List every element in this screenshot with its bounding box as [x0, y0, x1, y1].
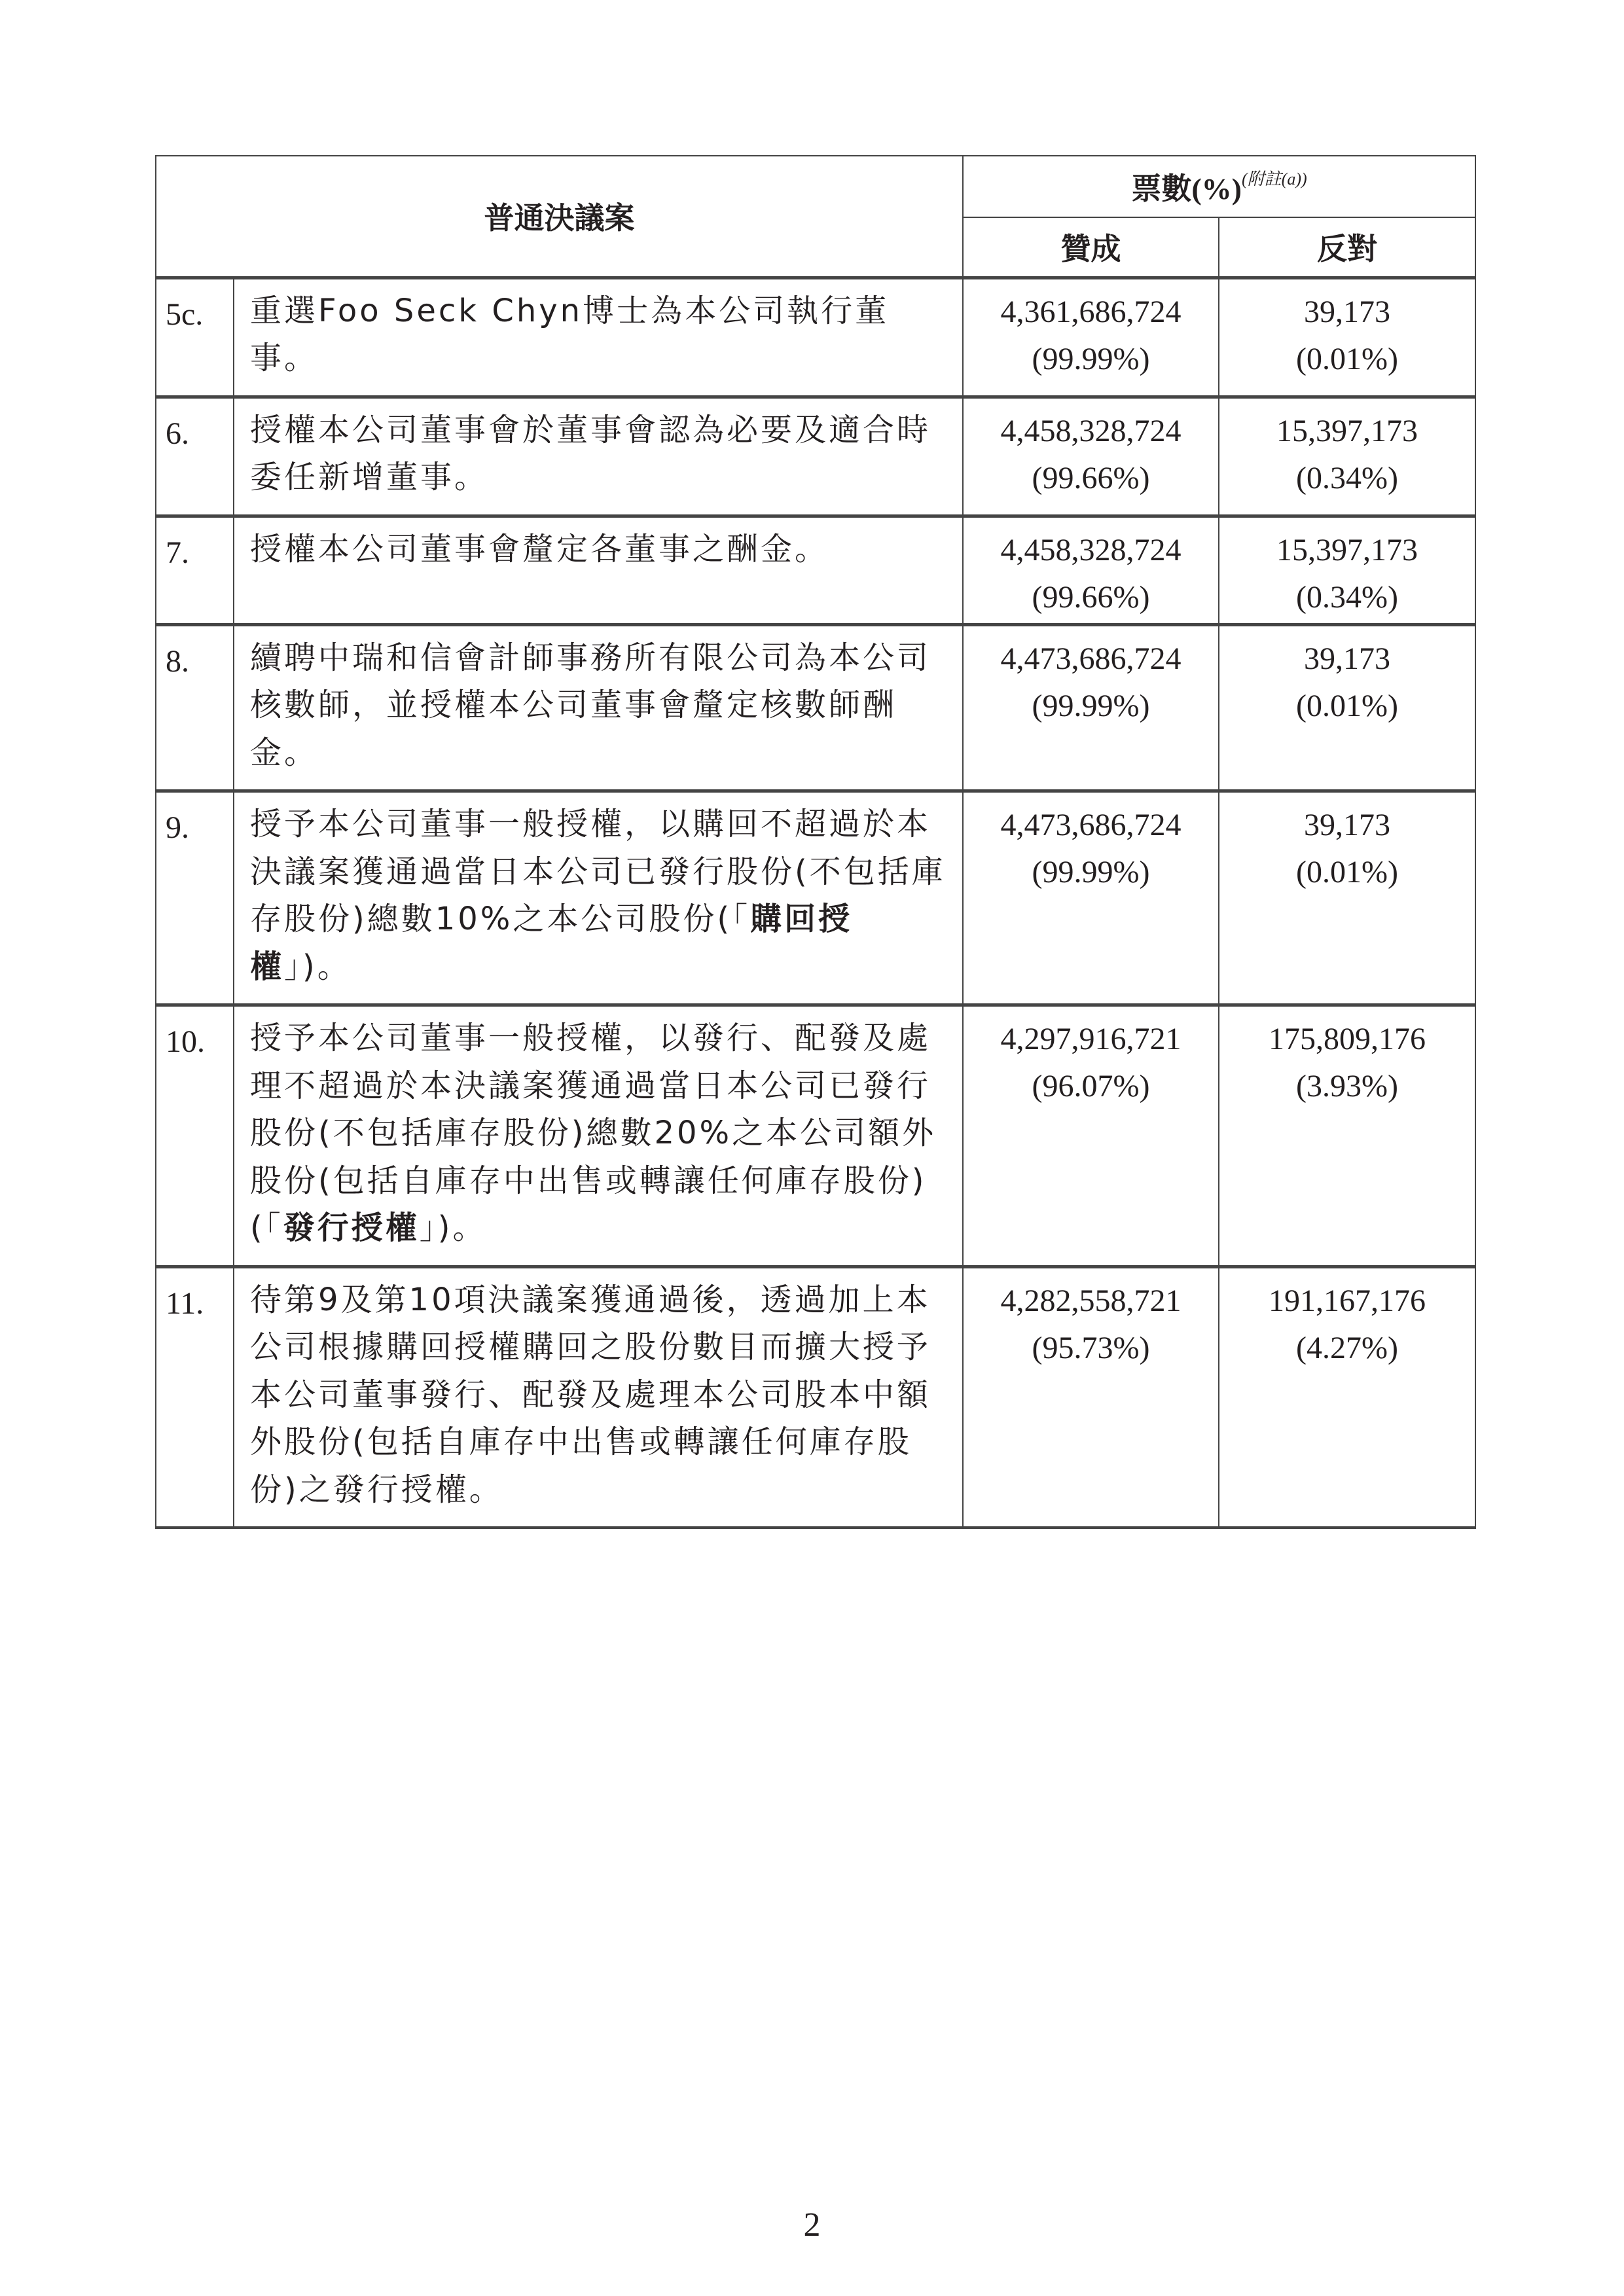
table-row [156, 1266, 1475, 1528]
against-pct: (0.01%) [1296, 341, 1398, 376]
for-votes: 4,458,328,724 [1000, 413, 1182, 448]
header-for: 贊成 [963, 217, 1219, 278]
for-cell [963, 397, 1219, 516]
for-votes: 4,458,328,724 [1000, 532, 1182, 567]
resolution-number: 9. [156, 791, 234, 1005]
resolution-number: 6. [156, 397, 234, 516]
for-cell [963, 1005, 1219, 1267]
for-pct: (95.73%) [1032, 1330, 1150, 1365]
resolution-text: 待第9及第10項決議案獲通過後，透過加上本公司根據購回授權購回之股份數目而擴大授予本公司董事發行、配發及處理本公司股本中額外股份(包括自庫存中出售或轉讓任何庫存股份)之發行授權。 [234, 1266, 963, 1528]
against-votes: 15,397,173 [1276, 413, 1418, 448]
against-cell [1219, 516, 1475, 624]
resolution-number: 11. [156, 1266, 234, 1528]
resolution-text: 授權本公司董事會於董事會認為必要及適合時委任新增董事。 [234, 397, 963, 516]
against-pct: (0.34%) [1296, 579, 1398, 615]
for-cell [963, 624, 1219, 791]
against-cell [1219, 1266, 1475, 1528]
for-pct: (96.07%) [1032, 1069, 1150, 1103]
header-ordinary-resolutions: 普通決議案 [156, 156, 963, 278]
page-number: 2 [803, 2206, 821, 2244]
defined-term-issue-mandate: 發行授權 [283, 1210, 420, 1246]
votes-note: (附註(a)) [1242, 170, 1307, 188]
for-pct: (99.66%) [1032, 460, 1150, 495]
against-votes: 15,397,173 [1276, 532, 1418, 567]
resolution-number: 8. [156, 624, 234, 791]
for-votes: 4,473,686,724 [1000, 808, 1182, 842]
for-pct: (99.99%) [1032, 341, 1150, 376]
against-votes: 39,173 [1304, 808, 1390, 842]
for-votes: 4,282,558,721 [1000, 1283, 1182, 1318]
against-cell [1219, 1005, 1475, 1267]
against-votes: 191,167,176 [1269, 1283, 1426, 1318]
against-cell [1219, 278, 1475, 397]
table-row [156, 516, 1475, 624]
votes-pct: (%) [1191, 172, 1242, 206]
against-cell [1219, 397, 1475, 516]
header-against: 反對 [1219, 217, 1475, 278]
resolution-text: 重選Foo Seck Chyn博士為本公司執行董事。 [234, 278, 963, 397]
for-pct: (99.99%) [1032, 855, 1150, 889]
for-cell [963, 516, 1219, 624]
for-cell [963, 278, 1219, 397]
resolution-text-part: 授予本公司董事一般授權，以購回不超過於本決議案獲通過當日本公司已發行股份(不包括庫存股份)總數10%之本公司股份(「 [250, 806, 946, 937]
table-row [156, 397, 1475, 516]
against-pct: (0.34%) [1296, 460, 1398, 495]
resolution-text: 授權本公司董事會釐定各董事之酬金。 [234, 516, 963, 624]
defined-term-repurchase-mandate: 購回授權 [250, 901, 853, 985]
for-cell [963, 1266, 1219, 1528]
resolution-number: 7. [156, 516, 234, 624]
against-votes: 39,173 [1304, 641, 1390, 676]
for-pct: (99.66%) [1032, 579, 1150, 615]
for-cell [963, 791, 1219, 1005]
resolution-text: 續聘中瑞和信會計師事務所有限公司為本公司核數師，並授權本公司董事會釐定核數師酬金。 [234, 624, 963, 791]
for-votes: 4,361,686,724 [1000, 294, 1182, 329]
against-pct: (4.27%) [1296, 1330, 1398, 1365]
against-cell [1219, 791, 1475, 1005]
against-pct: (0.01%) [1296, 855, 1398, 889]
for-pct: (99.99%) [1032, 688, 1150, 723]
against-pct: (3.93%) [1296, 1069, 1398, 1103]
for-votes: 4,473,686,724 [1000, 641, 1182, 676]
table-row [156, 1005, 1475, 1267]
votes-label: 票數 [1131, 171, 1192, 206]
against-votes: 175,809,176 [1269, 1022, 1426, 1056]
resolution-text-part: 授予本公司董事一般授權，以發行、配發及處理不超過於本決議案獲通過當日本公司已發行股份(不包括庫存股份)總數20%之本公司額外股份(包括自庫存中出售或轉讓任何庫存股份)(「 [250, 1020, 937, 1246]
for-votes: 4,297,916,721 [1000, 1022, 1182, 1056]
table-row [156, 624, 1475, 791]
against-votes: 39,173 [1304, 294, 1390, 329]
resolution-text [234, 791, 963, 1005]
resolution-text [234, 1005, 963, 1267]
header-votes [963, 156, 1475, 217]
resolution-text-part: 」)。 [284, 948, 352, 985]
against-pct: (0.01%) [1296, 688, 1398, 723]
table-row [156, 278, 1475, 397]
resolutions-table [155, 155, 1476, 1529]
against-cell [1219, 624, 1475, 791]
table-row [156, 791, 1475, 1005]
resolution-number: 5c. [156, 278, 234, 397]
resolution-text-part: 」)。 [419, 1210, 487, 1246]
resolution-number: 10. [156, 1005, 234, 1267]
